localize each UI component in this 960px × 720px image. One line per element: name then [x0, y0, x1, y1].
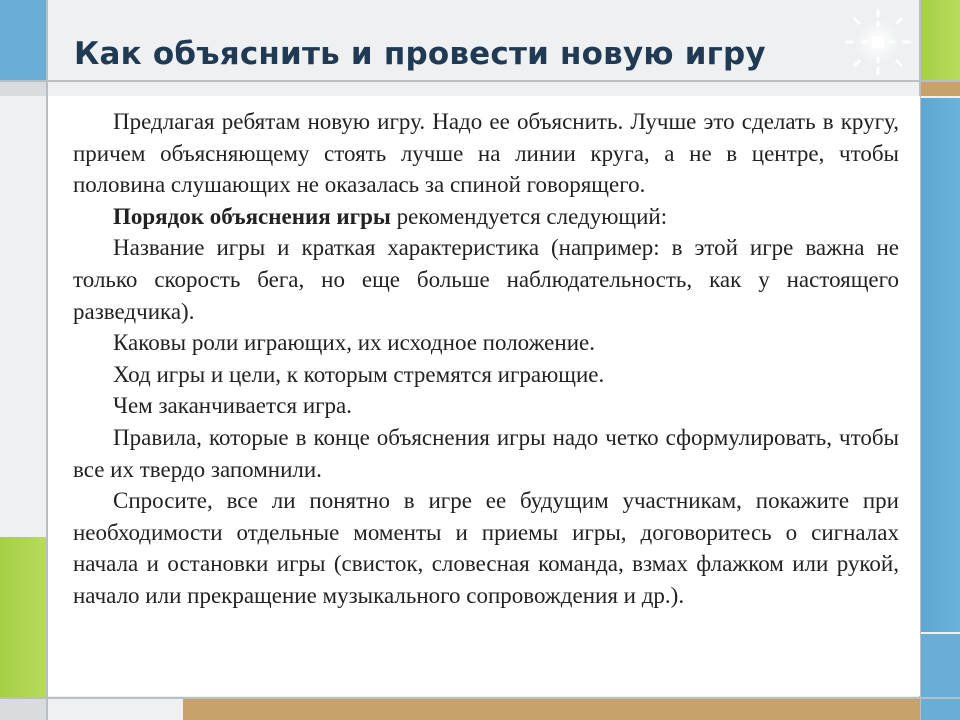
paragraph-8: Спросите, все ли понятно в игре ее будущим участникам, покажите при необходимости отдельные моменты и приемы игры, договоритесь о сигналах начала и остановки игры (свисток, словесная команда, взмах флажком или рукой, начало или прекращение музыкального сопровождения и др.). — [73, 488, 899, 608]
paragraph-2-rest: рекомендуется следующий: — [396, 203, 668, 229]
deco-block-right-blue — [921, 98, 960, 632]
deco-block-right-green — [921, 0, 960, 80]
deco-block-right-tan — [921, 82, 960, 96]
paragraph-7: Правила, которые в конце объяснения игры надо четко сформулировать, чтобы все их твердо запомнили. — [73, 424, 899, 482]
deco-block-bottom-tan — [183, 699, 920, 720]
deco-block-right-blue-lower — [921, 634, 960, 697]
deco-block-left-gray — [0, 82, 46, 96]
slide-title: Как объяснить и провести новую игру — [74, 36, 766, 72]
paragraph-3: Название игры и краткая характеристика (например: в этой игре важна не только скорость бега, но еще больше наблюдательность, как у настоящего разведчика). — [73, 235, 899, 324]
paragraph-4: Каковы роли играющих, их исходное положение. — [113, 330, 595, 356]
paragraph-1: Предлагая ребятам новую игру. Надо ее объяснить. Лучше это сделать в кругу, причем объясняющему стоять лучше на линии круга, а не в центре, чтобы половина слушающих не оказалась за спиной говорящего. — [73, 109, 899, 198]
grid-line-top — [0, 80, 960, 82]
bold-lead: Порядок объяснения игры — [113, 203, 391, 229]
deco-block-left-blue — [0, 0, 46, 80]
deco-block-bottom-left — [0, 699, 46, 720]
deco-block-bottom-right — [921, 699, 960, 720]
content-box — [48, 96, 920, 696]
body-text — [73, 106, 899, 612]
paragraph-6: Чем заканчивается игра. — [113, 393, 353, 419]
deco-block-left-green — [0, 537, 46, 697]
paragraph-2 — [73, 201, 899, 233]
paragraph-5: Ход игры и цели, к которым стремятся играющие. — [113, 361, 605, 387]
starburst-icon — [838, 4, 918, 84]
